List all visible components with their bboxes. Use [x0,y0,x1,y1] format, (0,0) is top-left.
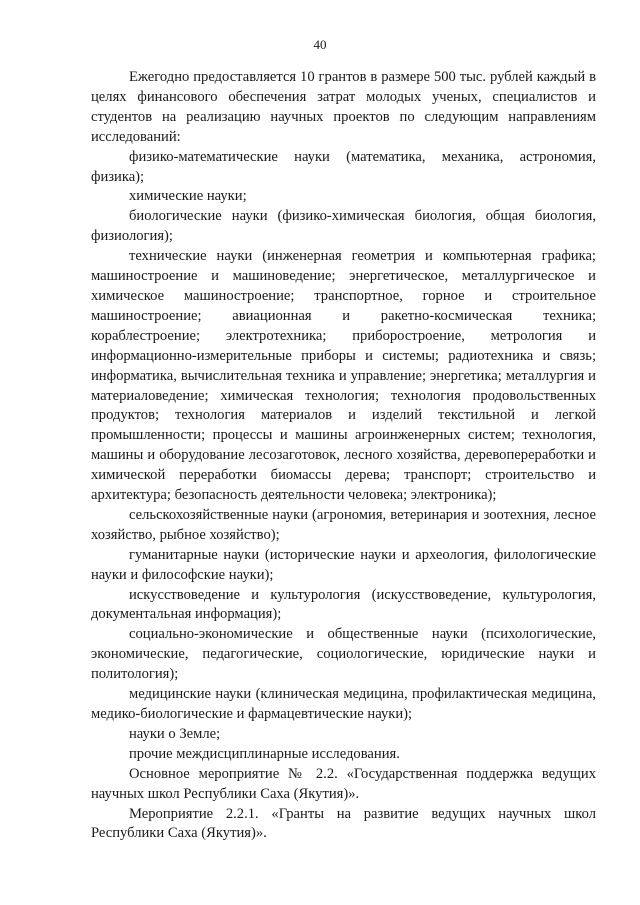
paragraph-event-2-2-1: Мероприятие 2.2.1. «Гранты на развитие ведущих научных школ Республики Саха (Якутия)». [91,805,596,842]
list-item-earth: науки о Земле; [129,725,221,742]
page-number: 40 [313,37,327,52]
paragraph-main-event-2-2: Основное мероприятие № 2.2. «Государственная поддержка ведущих научных школ Республики Саха (Якутия)». [91,765,596,802]
list-item-chemistry: химические науки; [129,188,247,205]
document-body [91,68,596,844]
list-item-biology: биологические науки (физико-химическая биология, общая биология, физиология); [91,208,596,245]
list-item-medicine: медицинские науки (клиническая медицина, профилактическая медицина, медико-биологические и фармацевтические науки); [91,686,596,722]
list-item-interdisciplinary: прочие междисциплинарные исследования. [129,745,400,762]
paragraph-grants-intro: Ежегодно предоставляется 10 грантов в размере 500 тыс. рублей каждый в целях финансового обеспечения затрат молодых ученых, специалистов и студентов на реализацию научных проектов по следующим направлениям исследований: [91,69,596,145]
list-item-social: социально-экономические и общественные науки (психологические, экономические, педагогические, социологические, юридические науки и политология); [91,626,596,683]
list-item-agriculture: сельскохозяйственные науки (агрономия, ветеринария и зоотехния, лесное хозяйство, рыбное хозяйство); [91,506,596,543]
list-item-physics-math: физико-математические науки (математика, механика, астрономия, физика); [91,148,596,185]
list-item-technical: технические науки (инженерная геометрия и компьютерная графика; машиностроение и машиноведение; энергетическое, металлургическое и химическое машиностроение; транспортное, горное и строительное машиностроение; авиационная и ракетно-космическая техника; кораблестроение; электротехника; приборостроение, метрология и информационно-измерительные приборы и системы; радиотехника и связь; информатика, вычислительная техника и управление; энергетика; металлургия и материаловедение; химическая технология; технология продовольственных продуктов; технология материалов и изделий текстильной и легкой промышленности; процессы и машины агроинженерных систем; технология, машины и оборудование лесозаготовок, лесного хозяйства, деревопереработки и химической переработки биомассы дерева; транспорт; строительство и архитектура; безопасность деятельности человека; электроника); [91,248,596,504]
list-item-arts: искусствоведение и культурология (искусствоведение, культурология, документальная информация); [91,586,596,623]
list-item-humanities: гуманитарные науки (исторические науки и археология, филологические науки и философские науки); [91,546,596,583]
